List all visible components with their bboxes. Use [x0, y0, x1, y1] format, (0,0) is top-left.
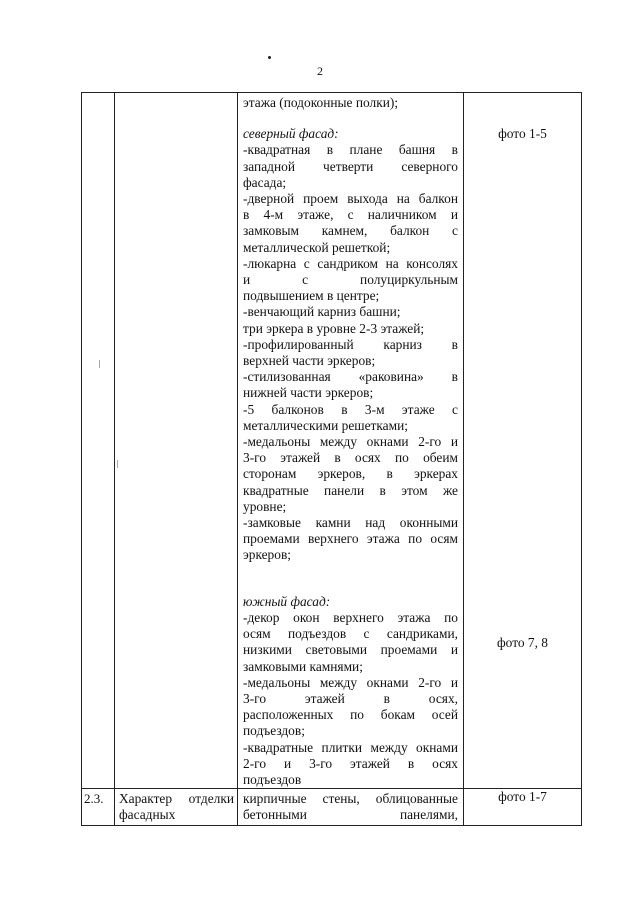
description-line: -профилированный карниз в — [243, 336, 458, 352]
description-line: верхней части эркеров; — [243, 353, 376, 369]
description-line: -медальоны между окнами 2-го и — [243, 434, 458, 450]
description-line: металлической решеткой; — [243, 239, 391, 255]
description-line: -венчающий карниз башни; — [243, 304, 401, 320]
description-line: сторонам эркеров, в эркерах — [243, 466, 458, 482]
description-line: -квадратные плитки между окнами — [243, 739, 458, 755]
description-line: в 4-м этаже, с наличником и — [243, 207, 458, 223]
description-line: 3-го этажей в осях по обеим — [243, 450, 458, 466]
description-line: -медальоны между окнами 2-го и — [243, 674, 458, 690]
description-line: замковыми камнями; — [243, 658, 363, 674]
north-facade-heading: северный фасад: — [243, 126, 339, 142]
description-line: осям подъездов с сандриками, — [243, 626, 458, 642]
description-line: три эркера в уровне 2-3 этажей; — [243, 320, 425, 336]
row-description-line: бетонными панелями, — [243, 807, 458, 823]
description-line: низкими световыми проемами и — [243, 642, 458, 658]
description-line: -люкарна с сандриком на консолях — [243, 255, 458, 271]
south-facade-list — [243, 610, 458, 788]
row-number: 2.3. — [82, 789, 115, 826]
description-line: подъездов; — [243, 723, 305, 739]
description-line: -стилизованная «раковина» в — [243, 369, 458, 385]
number-cell — [82, 93, 115, 789]
table-row-continued — [82, 93, 582, 789]
description-line: и с полуциркульным — [243, 272, 458, 288]
description-line: 3-го этажей в осях, — [243, 690, 458, 706]
description-line: эркеров; — [243, 547, 291, 563]
description-line: уровне; — [243, 498, 287, 514]
row-title-line: фасадных — [119, 807, 176, 823]
photo-ref: фото 1-7 — [498, 789, 547, 805]
description-line: -квадратная в плане башня в — [243, 142, 458, 158]
scan-mark — [117, 460, 118, 468]
description-line: подвышением в центре; — [243, 288, 380, 304]
description-line: проемами верхнего этажа по осям — [243, 531, 458, 547]
row-photo-ref — [464, 789, 582, 826]
row-title — [115, 789, 238, 826]
description-line: подъездов — [243, 771, 302, 787]
intro-line: этажа (подоконные полки); — [243, 95, 399, 110]
description-line: нижней части эркеров; — [243, 385, 374, 401]
north-facade-list — [243, 142, 458, 563]
description-line: замковым камнем, балкон с — [243, 223, 458, 239]
scan-speck — [268, 56, 271, 59]
description-line: металлическими решетками; — [243, 417, 408, 433]
row-description-line: кирпичные стены, облицованные — [243, 791, 458, 807]
description-line: 2-го и 3-го этажей в осях — [243, 755, 458, 771]
south-facade-heading: южный фасад: — [243, 593, 331, 609]
description-line: -5 балконов в 3-м этаже с — [243, 401, 458, 417]
description-line: квадратные панели в этом же — [243, 482, 458, 498]
scan-mark — [99, 360, 100, 368]
photo-ref-south: фото 7, 8 — [497, 635, 548, 651]
description-line: западной четверти северного — [243, 158, 458, 174]
description-line: фасада; — [243, 174, 287, 190]
description-line: -декор окон верхнего этажа по — [243, 609, 458, 625]
page-number: 2 — [317, 64, 323, 78]
photo-ref-north: фото 1-5 — [498, 126, 547, 141]
description-cell — [238, 93, 464, 789]
title-cell — [115, 93, 238, 789]
row-title-line: Характер отделки — [119, 791, 234, 807]
row-description — [238, 789, 464, 826]
description-line: -замковые камни над оконными — [243, 515, 458, 531]
description-line: расположенных по бокам осей — [243, 707, 458, 723]
table-row-2-3 — [82, 789, 582, 826]
photo-ref-cell — [464, 93, 582, 789]
object-description-table — [81, 92, 582, 826]
description-line: -дверной проем выхода на балкон — [243, 191, 458, 207]
